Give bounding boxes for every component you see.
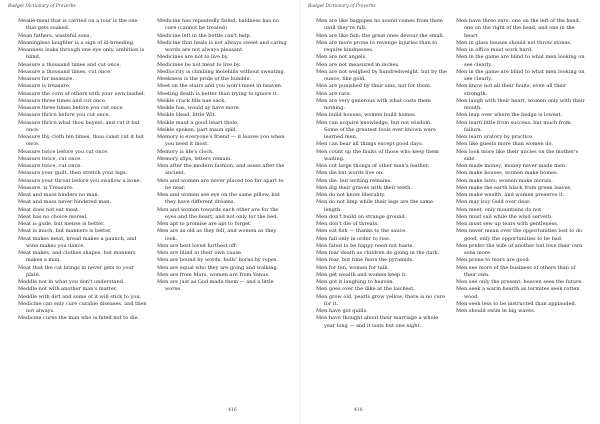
proverb-entry: Meet on the stairs and you won't meet in heaven.	[157, 83, 283, 90]
proverb-entry: Men seek a warm hearth as termites seek rotten wood.	[456, 286, 580, 300]
proverb-entry: Measure twice before you cut once.	[18, 148, 109, 155]
proverb-entry: Men leap over where the hedge is lowest.	[456, 112, 563, 119]
proverb-entry: Men don't die of threats.	[316, 221, 379, 227]
proverb-entry: Measure three times and cut once.	[18, 97, 107, 104]
proverb-entry: Men make the earth black from green leaves.	[456, 184, 572, 191]
page-number: 416	[354, 408, 363, 413]
running-head: Budget Dictionary of Proverbs	[308, 4, 376, 9]
proverb-entry: Measure a thousand times and cut once.	[18, 61, 122, 68]
proverb-entry: Men are from Mars, women are from Venus.	[157, 271, 270, 278]
proverb-entry: Men have thought about their marriage a whole year long — and it lasts but one night.	[316, 315, 439, 329]
proverb-entry: Men should swim in big waves.	[456, 308, 536, 314]
proverb-entry: Men build houses; women build homes.	[316, 112, 417, 119]
proverb-entry: Men are rare.	[316, 90, 352, 97]
proverb-entry: Meeting death is better than trying to ignore it.	[157, 90, 279, 97]
proverb-entry: Medicine cures the man who is fated not to die.	[18, 315, 140, 322]
proverb-entry: Men must sail while the wind serveth.	[456, 213, 553, 220]
proverb-entry: Measure the corn of others with your own bushel.	[18, 90, 145, 97]
proverb-entry: Men dig their graves with their teeth.	[316, 184, 412, 191]
proverb-entry: Meanness leaks through one eye only, ambition is blind.	[18, 47, 145, 61]
proverb-entry: Men laugh with their heart, women only with their mouth.	[456, 97, 585, 111]
proverb-entry: Men learn oratory by practice.	[456, 134, 534, 140]
proverb-entry: Measure a thousand times, cut once.	[18, 68, 112, 75]
proverb-entry: Meat has no choice morsel.	[18, 213, 88, 220]
proverb-entry: Measure three times before you cut once.	[18, 105, 125, 111]
left-column-2	[157, 18, 288, 294]
proverb-entry: Men have got quills.	[316, 308, 368, 314]
proverb-entry: Men goes over the dike at the laichest.	[316, 286, 415, 293]
proverb-entry: Men are as old as they fell, and women as they look.	[157, 228, 277, 242]
proverb-entry: Men are more prone to revenge injuries than to requite kindnesses.	[316, 39, 438, 53]
proverb-entry: Men are not weighed by hundredweight, but by the ounce, like gold.	[316, 68, 447, 82]
proverb-entry: Men never mean over the opportunities lost to do good, only the opportunities to be bad.	[456, 228, 583, 242]
proverb-entry: Measure, is Treasure.	[18, 184, 74, 191]
proverb-entry: Men prefer the wife of another but love their own sons more.	[456, 242, 583, 256]
proverb-entry: Men see only the present; heaven sees the future.	[456, 279, 583, 285]
page-number: 416	[228, 408, 237, 413]
proverb-entry: Men are not angels.	[316, 54, 367, 61]
proverb-entry: Mealie-meal that is carried on a tour is the one that gets soaked.	[18, 18, 138, 32]
proverb-entry: Men seek less to be instructed than applauded.	[456, 300, 577, 307]
proverb-entry: Men are like fish; the great ones devour the small.	[316, 32, 445, 39]
proverb-entry: Men do not know liberality.	[316, 192, 386, 198]
proverb-entry: Meikle maut a good heart thole.	[157, 119, 239, 126]
proverb-entry: Men die but words live on.	[316, 170, 384, 177]
proverb-entry: Men are blind in their own cause.	[157, 250, 243, 256]
proverb-entry: Men apt to promise are apt to forget.	[157, 221, 252, 227]
proverb-entry: Men fated to be happy need not haste.	[316, 242, 414, 249]
proverb-entry: Measure your guilt, then stretch your legs.	[18, 170, 128, 177]
proverb-entry: Meat that the cat brings in never gets to your plate.	[18, 264, 135, 278]
proverb-entry: Measure is treasure.	[18, 83, 71, 90]
proverb-entry: Mediocrity is climbing molehills without sweating.	[157, 68, 286, 75]
proverb-entry: Men meet, only mountains do not.	[456, 206, 543, 213]
proverb-entry: Men can bear all things except good days.	[316, 141, 424, 148]
proverb-entry: Meikle spoken, part maun spill.	[157, 126, 238, 133]
proverb-entry: Men fall only in order to rise.	[316, 235, 391, 242]
proverb-entry: Men are equal who they are going and walking.	[157, 264, 279, 271]
proverb-entry: Men fear death as children do going in the dark.	[316, 250, 440, 256]
proverb-entry: Men are very generous with what costs them nothing.	[316, 97, 431, 111]
proverb-entry: Men are punished by their sins, not for them.	[316, 83, 432, 90]
proverb-entry: Men have three ears: one on the left of the head, one on the right of the head, and one in the heart.	[456, 18, 581, 39]
proverb-entry: Measure thrice what thou buyest; and cut it but once.	[18, 119, 140, 133]
proverb-entry: Men see more of the business of others than of their own.	[456, 264, 576, 278]
proverb-entry: Men in glass houses should not throw stones.	[456, 39, 572, 46]
right-column-1	[316, 18, 447, 330]
proverb-entry: Men learn little from success, but much from failure.	[456, 119, 571, 133]
proverb-entry: Medicines be not meat to live by.	[157, 61, 241, 68]
proverb-entry: Meikle crack fills nae sack.	[157, 97, 226, 104]
proverb-entry: Men get wealth and women keep it.	[316, 271, 408, 278]
proverb-entry: Measure for measure.	[18, 76, 75, 82]
proverb-entry: Men count up the faults of those who keep them waiting.	[316, 148, 439, 162]
proverb-entry: Men fear, but time fears the pyramids.	[316, 257, 414, 264]
proverb-entry: Measure twice, cut once.	[18, 163, 82, 169]
proverb-entry: Medicine left in the bottle can't help.	[157, 32, 252, 39]
proverb-entry: Men make houses, women make homes.	[456, 170, 559, 177]
proverb-entry: Memory slips, letters remain.	[157, 155, 232, 162]
proverb-entry: Men make laws; women make morals.	[456, 177, 553, 184]
proverb-entry: Meddle with dirt and some of it will stick to you.	[18, 293, 142, 300]
proverb-entry: Men for ten, women for talk.	[316, 264, 389, 271]
left-column-1	[18, 18, 149, 323]
proverb-entry: Meat and mass never hindered man.	[18, 199, 111, 206]
proverb-entry: Men and women see eye on the same pillow, but they have different dreams.	[157, 192, 280, 206]
proverb-entry: Medicines are not to live by.	[157, 54, 229, 61]
proverb-entry: Meat is much, but manners is better.	[18, 228, 112, 235]
proverb-entry: Meat and mass hinders no man.	[18, 192, 100, 198]
proverb-entry: Men prone to tears are good.	[456, 257, 531, 264]
proverb-entry: Medicine has repeatedly failed, baldness has no cure (cannot be treated)	[157, 18, 279, 32]
proverb-entry: Men die, but writing remains.	[316, 177, 392, 184]
proverb-entry: Memory is everyone's friend — it leaves you when you need it most.	[157, 134, 285, 148]
proverb-entry: Men look more like their uncles on the mother's side.	[456, 148, 579, 162]
proverb-entry: Meat does not eat meat.	[18, 206, 80, 213]
proverb-entry: Men after the modern fashion, and asses after the ancient.	[157, 163, 285, 177]
proverb-entry: Men do not limp while their legs are the same length.	[316, 199, 434, 213]
proverb-entry: Men and women are never placed too far apart to be near.	[157, 177, 284, 191]
proverb-entry: Men got it laughing to heaven.	[316, 279, 395, 285]
proverb-entry: Men know not all their faults, even all their strength.	[456, 83, 567, 97]
proverb-entry: Men may buy Gold over dear.	[456, 199, 531, 206]
running-head: Budget Dictionary of Proverbs	[8, 4, 76, 9]
proverb-entry: Men make wealth, and women preserve it.	[456, 192, 565, 198]
proverb-entry: Meat is gude, but mense is better.	[18, 221, 105, 227]
proverb-entry: Men like guests more than women do.	[456, 141, 553, 148]
proverb-entry: Men can acquire knowledge, but not wisdom. Some of the greatest fools ever known were learned men.	[316, 119, 436, 140]
right-page	[300, 0, 600, 424]
proverb-entry: Meddle not with another man's matter.	[18, 286, 118, 293]
proverb-entry: Men in office must work hard.	[456, 47, 533, 53]
proverb-entry: Men made money; money never made men.	[456, 163, 567, 169]
proverb-entry: Men don't build on strange ground.	[316, 213, 407, 220]
proverb-entry: Measure your throat before you swallow a bone.	[18, 177, 142, 184]
proverb-entry: Meddle not in what you don't understand.	[18, 279, 125, 285]
proverb-entry: Memory is life's clock.	[157, 148, 214, 155]
proverb-entry: Men are just as God made them — and a little worse.	[157, 279, 274, 293]
proverb-entry: Men and women towards each other are for the eyes and the heart, and not only for the bed.	[157, 206, 279, 220]
proverb-entry: Men eat fish — thanks to the sauce.	[316, 228, 407, 235]
proverb-entry: Medicine that heals is not always sweet and caring words are not always pleasant.	[157, 39, 287, 53]
proverb-entry: Meat makes, and clothes shapes, but manners makes a man.	[18, 250, 136, 264]
proverb-entry: Medicine can only cure curable diseases, and then not always.	[18, 300, 147, 314]
proverb-entry: Men must sew up tears with gentleness.	[456, 221, 559, 227]
proverb-entry: Men are best loved furthest off.	[157, 242, 238, 249]
proverb-entry: Meekness is the pride of the humble.	[157, 76, 252, 82]
proverb-entry: Men are not measured in inches.	[316, 61, 400, 68]
proverb-entry: Men cut large thongs of other men's leather.	[316, 163, 430, 169]
proverb-entry: Measure thy cloth ten times, thou canst cut it but once.	[18, 134, 144, 148]
proverb-entry: Men in the game are blind to what men looking on see clearly.	[456, 68, 585, 82]
proverb-entry: Measure thrice before you cut once.	[18, 112, 111, 119]
proverb-entry: Meikle has, would ay have more.	[157, 105, 241, 111]
proverb-entry: Men are like bagpipes no sound comes from them until they're full.	[316, 18, 443, 32]
proverb-entry: Measure twice, cut once.	[18, 155, 82, 162]
right-column-2	[456, 18, 587, 315]
proverb-entry: Men in the game are blind to what men looking on see clearly.	[456, 54, 585, 68]
proverb-entry: Men grow old, pearls grow yellow, there is no cure for it.	[316, 293, 446, 307]
proverb-entry: Meikle Head, little Wit.	[157, 112, 217, 119]
proverb-entry: Meat makes meat, bread makes a paunch, and wine makes you dance.	[18, 235, 137, 249]
proverb-entry: Men are bound by words, bulls' horns by ropes.	[157, 257, 278, 264]
proverb-entry: Mean fathers, wasteful sons.	[18, 32, 92, 39]
proverb-entry: Meaningless laughter is a sign of ill-breeding.	[18, 39, 135, 46]
